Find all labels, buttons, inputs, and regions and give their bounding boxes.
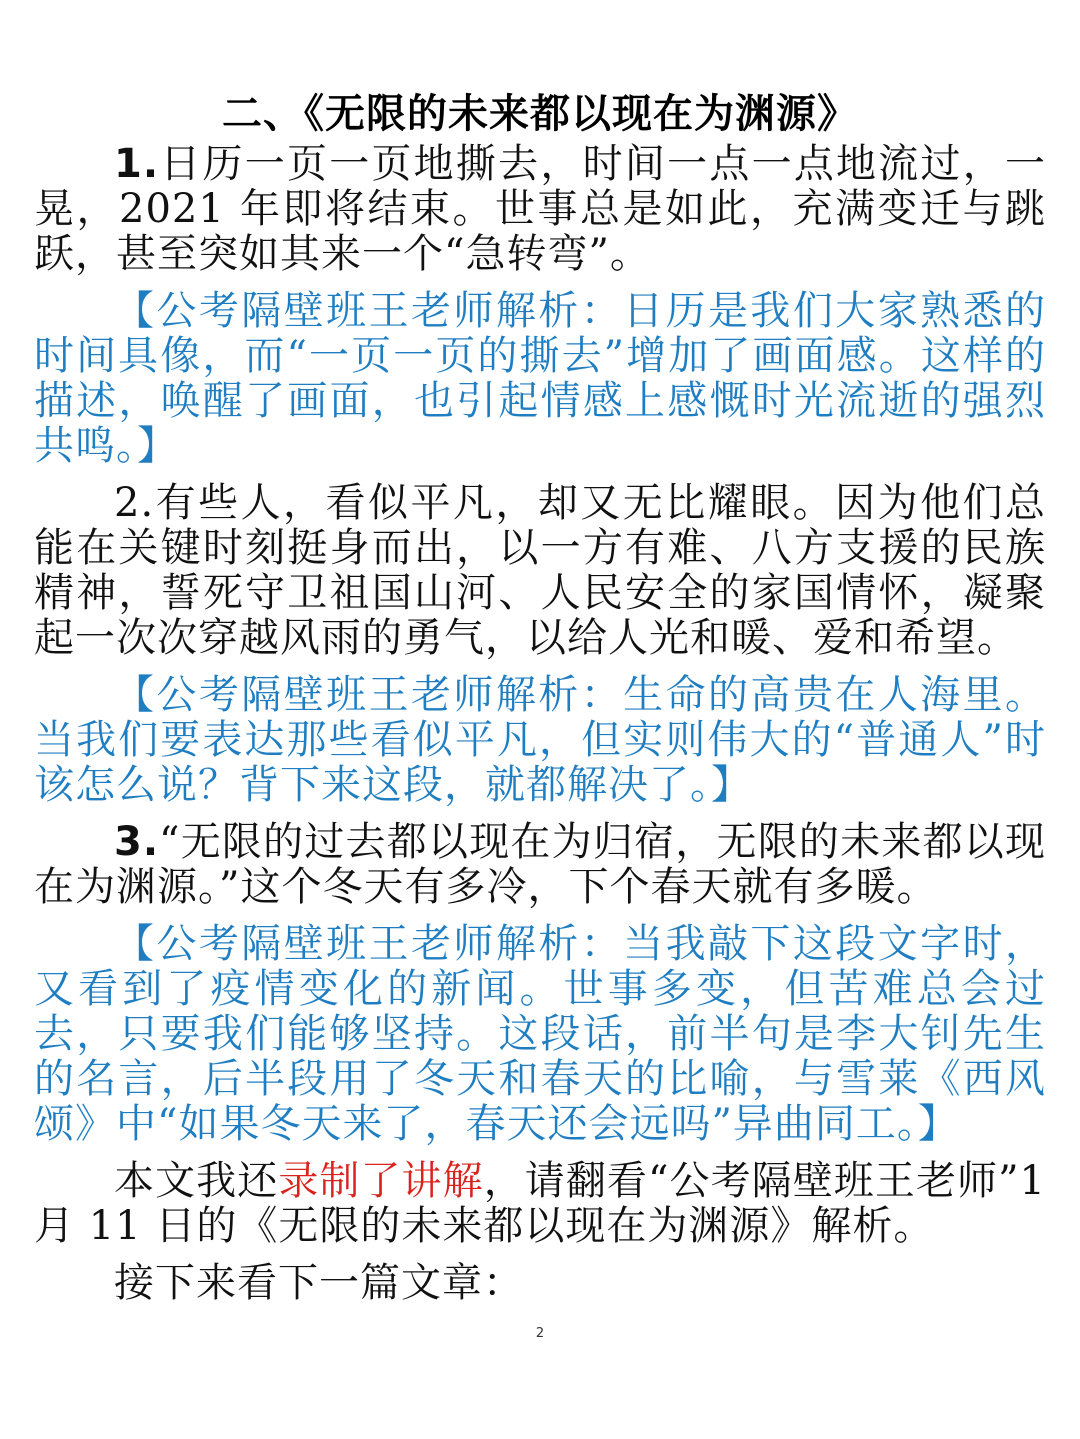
item-1-body: 日历一页一页地撕去，时间一点一点地流过，一晃，2021 年即将结束。世事总是如此，充满变迁与跳跃，甚至突如其来一个“急转弯”。 <box>34 141 1046 277</box>
lecture-note <box>34 1159 1046 1249</box>
item-3-text <box>34 820 1046 910</box>
item-1-text <box>34 142 1046 277</box>
item-1-number: 1. <box>114 141 160 187</box>
item-2-analysis: 【公考隔壁班王老师解析：生命的高贵在人海里。当我们要表达那些看似平凡，但实则伟大的“普通人”时该怎么说？背下来这段，就都解决了。】 <box>34 672 1046 808</box>
lecture-note-highlight: 录制了讲解 <box>278 1158 484 1204</box>
item-2-body: 有些人，看似平凡，却又无比耀眼。因为他们总能在关键时刻挺身而出，以一方有难、八方支援的民族精神，誓死守卫祖国山河、人民安全的家国情怀，凝聚起一次次穿越风雨的勇气，以给人光和暖、爱和希望。 <box>34 480 1046 661</box>
lecture-note-before: 本文我还 <box>114 1158 279 1204</box>
item-2-number: 2. <box>114 480 155 526</box>
next-article-line: 接下来看下一篇文章： <box>114 1260 524 1306</box>
item-3-body: “无限的过去都以现在为归宿，无限的未来都以现在为渊源。”这个冬天有多冷，下个春天就有多暖。 <box>34 819 1046 910</box>
item-2-text <box>34 481 1046 661</box>
item-3-number: 3. <box>114 819 160 865</box>
page-number: 2 <box>535 1326 545 1341</box>
item-1-analysis: 【公考隔壁班王老师解析：日历是我们大家熟悉的时间具像，而“一页一页的撕去”增加了画面感。这样的描述，唤醒了画面，也引起情感上感慨时光流逝的强烈共鸣。】 <box>34 288 1046 469</box>
item-3-analysis: 【公考隔壁班王老师解析：当我敲下这段文字时，又看到了疫情变化的新闻。世事多变，但苦难总会过去，只要我们能够坚持。这段话，前半句是李大钊先生的名言，后半段用了冬天和春天的比喻，与雪莱《西风颂》中“如果冬天来了，春天还会远吗”异曲同工。】 <box>34 921 1046 1147</box>
lecture-note-after: ，请翻看“公考隔壁班王老师”1 月 11 日的《无限的未来都以现在为渊源》解析。 <box>34 1158 1047 1249</box>
page-title: 二、《无限的未来都以现在为渊源》 <box>222 91 858 137</box>
